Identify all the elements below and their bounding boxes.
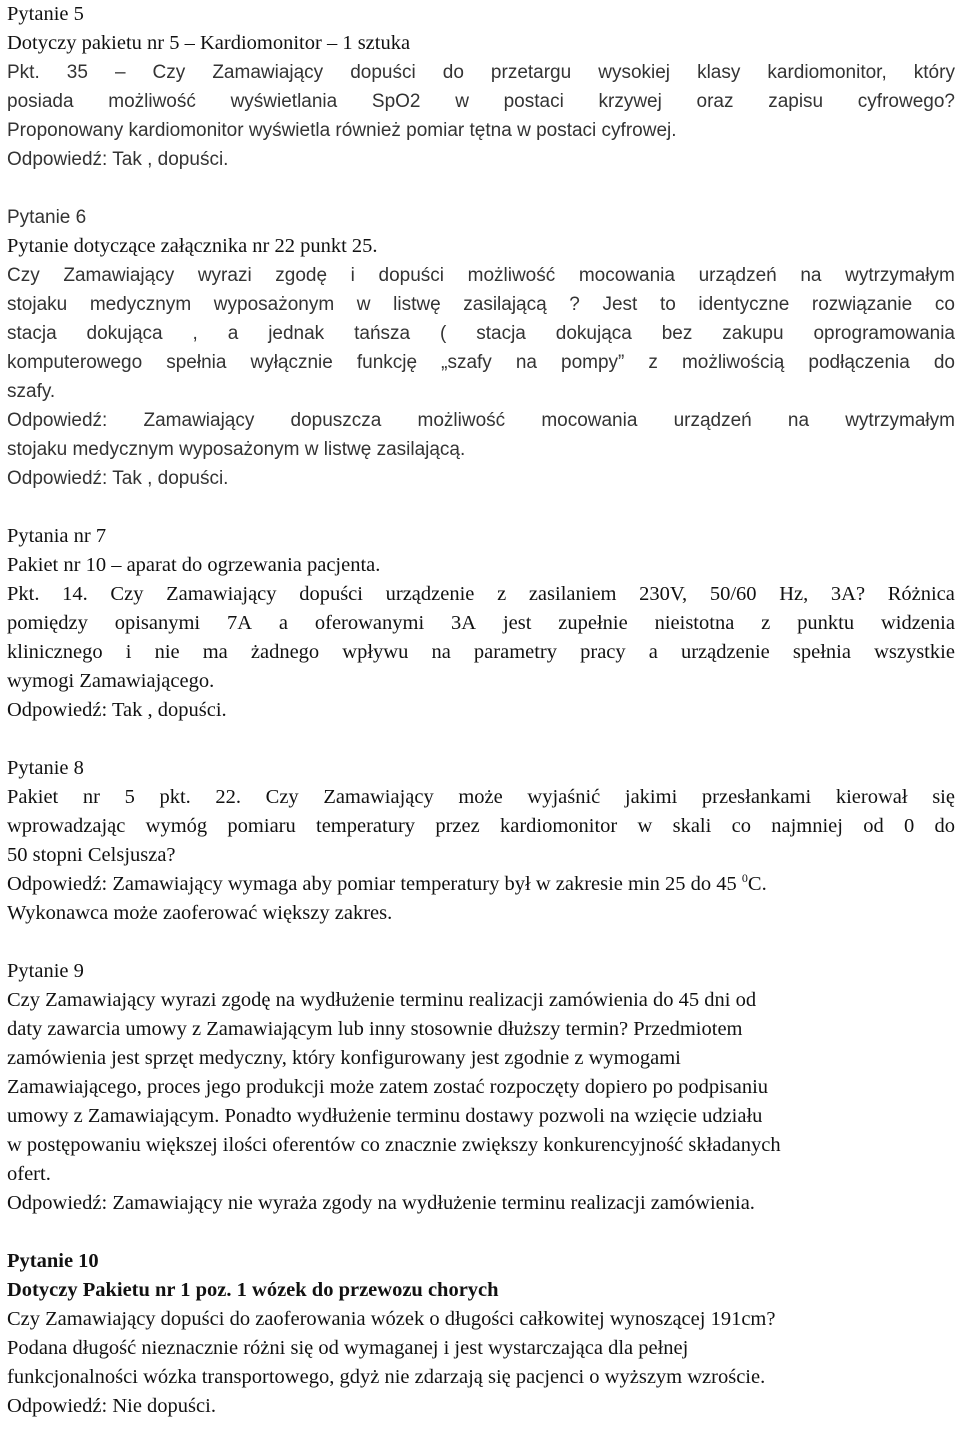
question-5-package: Dotyczy pakietu nr 5 – Kardiomonitor – 1 sztuka — [7, 32, 411, 54]
word: temperatury — [316, 815, 416, 837]
word: urządzeń — [673, 410, 752, 431]
word: komputerowego — [7, 352, 143, 373]
word: pracy — [580, 641, 626, 663]
word: Czy — [7, 265, 40, 286]
question-10-answer: Odpowiedź: Nie dopuści. — [7, 1395, 216, 1417]
question-6-subtitle: Pytanie dotyczące załącznika nr 22 punkt 25. — [7, 235, 378, 257]
word: wysokiej — [598, 62, 671, 83]
word: 35 — [66, 62, 88, 83]
word: spełnia — [166, 352, 227, 373]
word: wytrzymałym — [845, 265, 955, 286]
word: posiada — [7, 91, 74, 112]
question-8-text-line-2 — [7, 812, 955, 841]
word: 3A — [451, 612, 477, 634]
word: kardiomonitor, — [767, 62, 887, 83]
word: żadnego — [250, 641, 320, 663]
word: 0 — [903, 815, 915, 837]
word: SpO2 — [371, 91, 421, 112]
word: do — [933, 352, 955, 373]
word: Czy — [152, 62, 186, 83]
word: na — [515, 352, 537, 373]
question-7-text-line-3 — [7, 638, 955, 667]
word: wyrazi — [197, 265, 252, 286]
word: i — [125, 641, 132, 663]
word: Jest — [602, 294, 638, 315]
word: przez — [435, 815, 480, 837]
question-8-answer-superscript: 0 — [741, 871, 748, 886]
word: pkt. — [159, 786, 191, 808]
question-6-answer-2: Odpowiedź: Tak , dopuści. — [7, 468, 229, 489]
word: Odpowiedź: — [7, 410, 108, 431]
question-8-text-line-1 — [7, 783, 955, 812]
question-8-answer-line-2: Wykonawca może zaoferować większy zakres. — [7, 902, 393, 924]
word: dopuszcza — [290, 410, 382, 431]
word: to — [659, 294, 676, 315]
question-6-text-line-1 — [7, 261, 955, 290]
word: mocowania — [578, 265, 675, 286]
question-9-section — [7, 957, 955, 1218]
spacer — [7, 928, 955, 957]
question-7-text-line-4: wymogi Zamawiającego. — [7, 670, 215, 692]
word: zupełnie — [558, 612, 628, 634]
word: podłączenia — [808, 352, 910, 373]
question-8-title: Pytanie 8 — [7, 757, 84, 779]
word: jest — [502, 612, 532, 634]
question-10-title: Pytanie 10 — [7, 1250, 99, 1272]
word: wyłącznie — [250, 352, 333, 373]
question-7-section — [7, 522, 955, 725]
question-7-title: Pytania nr 7 — [7, 525, 107, 547]
word: bez — [661, 323, 693, 344]
question-8-section — [7, 754, 955, 928]
word: opisanymi — [114, 612, 201, 634]
word: – — [114, 62, 126, 83]
word: ( — [439, 323, 447, 344]
word: 3A? — [830, 583, 866, 605]
word: nieistotna — [654, 612, 735, 634]
word: zakupu — [722, 323, 784, 344]
word: skali — [672, 815, 712, 837]
word: na — [800, 265, 822, 286]
spacer — [7, 1218, 955, 1247]
word: możliwość — [467, 265, 556, 286]
word: jakimi — [624, 786, 678, 808]
word: Zamawiający — [166, 583, 277, 605]
word: dokująca — [555, 323, 632, 344]
word: tańsza — [354, 323, 411, 344]
word: przetargu — [490, 62, 572, 83]
word: stacja — [476, 323, 526, 344]
question-7-answer: Odpowiedź: Tak , dopuści. — [7, 699, 227, 721]
word: punktu — [797, 612, 855, 634]
word: a — [227, 323, 239, 344]
word: ma — [202, 641, 228, 663]
word: 50/60 — [709, 583, 757, 605]
question-6-answer-1-line-1 — [7, 406, 955, 435]
question-9-text-line-3: zamówienia jest sprzęt medyczny, który konfigurowany jest zgodnie z wymogami — [7, 1047, 681, 1069]
question-8-answer-unit: C. — [747, 873, 767, 895]
word: w — [455, 91, 469, 112]
word: pomiaru — [227, 815, 296, 837]
question-10-text-line-1: Czy Zamawiający dopuści do zaoferowania wózek o długości całkowitej wynoszącej 191cm? — [7, 1308, 776, 1330]
word: rozwiązanie — [811, 294, 913, 315]
question-5-text-line-2 — [7, 87, 955, 116]
word: Zamawiający — [323, 786, 434, 808]
word: wszystkie — [874, 641, 955, 663]
word: widzenia — [880, 612, 955, 634]
question-9-text-line-1: Czy Zamawiający wyrazi zgodę na wydłużenie terminu realizacji zamówienia do 45 dni od — [7, 989, 757, 1011]
word: dopuści — [378, 265, 445, 286]
question-10-section — [7, 1247, 955, 1421]
question-10-text-line-3: funkcjonalności wózka transportowego, gdyż nie zdarzają się pacjenci o wyższym wzroście. — [7, 1366, 766, 1388]
word: Czy — [110, 583, 144, 605]
spacer — [7, 725, 955, 754]
question-9-text-line-6: w postępowaniu większej ilości oferentów co znacznie zwiększy konkurencyjność składanych — [7, 1134, 781, 1156]
word: wyposażonym — [213, 294, 335, 315]
word: Hz, — [779, 583, 809, 605]
word: Pakiet — [7, 786, 59, 808]
word: dokująca — [86, 323, 163, 344]
word: może — [458, 786, 503, 808]
word: zapisu — [768, 91, 824, 112]
word: wytrzymałym — [845, 410, 955, 431]
word: a — [278, 612, 289, 634]
word: dopuści — [350, 62, 416, 83]
question-8-text-line-3: 50 stopni Celsjusza? — [7, 844, 176, 866]
word: w — [637, 815, 653, 837]
word: z — [761, 612, 771, 634]
word: Czy — [265, 786, 299, 808]
word: stojaku — [7, 294, 68, 315]
document-page — [7, 0, 955, 1421]
word: 7A — [226, 612, 253, 634]
question-7-text-line-1 — [7, 580, 955, 609]
word: do — [442, 62, 464, 83]
question-7-text-line-2 — [7, 609, 955, 638]
word: z — [497, 583, 507, 605]
question-5-text-line-1 — [7, 58, 955, 87]
word: do — [934, 815, 955, 837]
question-6-text-line-3 — [7, 319, 955, 348]
question-10-text-line-2: Podana długość nieznacznie różni się od wymaganej i jest wystarczająca dla pełnej — [7, 1337, 689, 1359]
question-8-answer-text: Odpowiedź: Zamawiający wymaga aby pomiar temperatury był w zakresie min 25 do 45 — [7, 873, 742, 895]
word: Zamawiający — [143, 410, 255, 431]
word: parametry — [473, 641, 558, 663]
word: wpływu — [342, 641, 409, 663]
word: 5 — [124, 786, 135, 808]
word: ? — [569, 294, 580, 315]
word: Różnica — [887, 583, 955, 605]
word: możliwość — [417, 410, 506, 431]
word: najmniej — [771, 815, 843, 837]
word: co — [934, 294, 955, 315]
word: wyświetlania — [230, 91, 338, 112]
word: przesłankami — [701, 786, 812, 808]
question-9-text-line-7: ofert. — [7, 1163, 51, 1185]
word: krzywej — [598, 91, 662, 112]
word: na — [787, 410, 810, 431]
question-6-section — [7, 203, 955, 493]
word: możliwość — [108, 91, 196, 112]
word: mocowania — [541, 410, 638, 431]
word: zgodę — [275, 265, 328, 286]
question-9-text-line-5: umowy z Zamawiającym. Ponadto wydłużenie terminu dostawy pozwoli na wzięcie udziału — [7, 1105, 763, 1127]
word: pompy” — [561, 352, 625, 373]
question-5-answer: Odpowiedź: Tak , dopuści. — [7, 149, 229, 170]
word: Pkt. — [7, 583, 40, 605]
word: urządzenie — [680, 641, 770, 663]
word: medycznym — [89, 294, 192, 315]
question-6-text-line-2 — [7, 290, 955, 319]
word: oprogramowania — [813, 323, 955, 344]
word: w — [356, 294, 371, 315]
word: oraz — [696, 91, 734, 112]
word: od — [863, 815, 884, 837]
word: listwę — [393, 294, 441, 315]
word: a — [648, 641, 658, 663]
word: co — [731, 815, 751, 837]
word: na — [431, 641, 451, 663]
word: Zamawiający — [212, 62, 324, 83]
question-5-text-line-3: Proponowany kardiomonitor wyświetla również pomiar tętna w postaci cyfrowej. — [7, 120, 677, 141]
spacer — [7, 493, 955, 522]
question-9-title: Pytanie 9 — [7, 960, 84, 982]
word: który — [913, 62, 955, 83]
question-9-answer: Odpowiedź: Zamawiający nie wyraża zgody na wydłużenie terminu realizacji zamówienia. — [7, 1192, 755, 1214]
question-7-package: Pakiet nr 10 – aparat do ogrzewania pacjenta. — [7, 554, 381, 576]
question-6-text-line-5: szafy. — [7, 381, 56, 402]
word: klinicznego — [7, 641, 103, 663]
question-6-answer-1-line-2: stojaku medycznym wyposażonym w listwę zasilającą. — [7, 439, 466, 460]
word: dopuści — [299, 583, 363, 605]
word: zasilającą — [463, 294, 547, 315]
word: spełnia — [792, 641, 851, 663]
word: wprowadzając — [7, 815, 126, 837]
word: 230V, — [639, 583, 688, 605]
word: Zamawiający — [63, 265, 175, 286]
word: oferowanymi — [314, 612, 425, 634]
question-9-text-line-4: Zamawiającego, proces jego produkcji może zatem zostać rozpoczęty dopiero po podpisaniu — [7, 1076, 769, 1098]
word: nie — [154, 641, 180, 663]
word: identyczne — [698, 294, 790, 315]
word: 22. — [215, 786, 242, 808]
word: stacja — [7, 323, 57, 344]
word: pomiędzy — [7, 612, 88, 634]
word: i — [350, 265, 355, 286]
word: 14. — [62, 583, 88, 605]
word: cyfrowego? — [857, 91, 955, 112]
word: kierował — [835, 786, 908, 808]
word: „szafy — [441, 352, 492, 373]
question-8-answer-line-1 — [7, 870, 955, 899]
word: klasy — [697, 62, 741, 83]
word: jednak — [268, 323, 325, 344]
question-10-subtitle: Dotyczy Pakietu nr 1 poz. 1 wózek do przewozu chorych — [7, 1279, 499, 1301]
question-5-title: Pytanie 5 — [7, 3, 84, 25]
word: Pkt. — [7, 62, 40, 83]
question-5-section — [7, 0, 955, 174]
word: z — [648, 352, 658, 373]
word: urządzenie — [385, 583, 475, 605]
word: urządzeń — [698, 265, 777, 286]
question-6-title: Pytanie 6 — [7, 207, 87, 228]
word: nr — [82, 786, 100, 808]
word: się — [932, 786, 955, 808]
word: wymóg — [145, 815, 208, 837]
question-6-text-line-4 — [7, 348, 955, 377]
word: zasilaniem — [528, 583, 617, 605]
word: postaci — [503, 91, 564, 112]
question-9-text-line-2: daty zawarcia umowy z Zamawiającym lub inny stosownie dłuższy termin? Przedmiotem — [7, 1018, 743, 1040]
word: kardiomonitor — [499, 815, 618, 837]
word: , — [192, 323, 198, 344]
spacer — [7, 174, 955, 203]
word: funkcję — [356, 352, 418, 373]
word: możliwością — [681, 352, 785, 373]
word: wyjaśnić — [527, 786, 601, 808]
